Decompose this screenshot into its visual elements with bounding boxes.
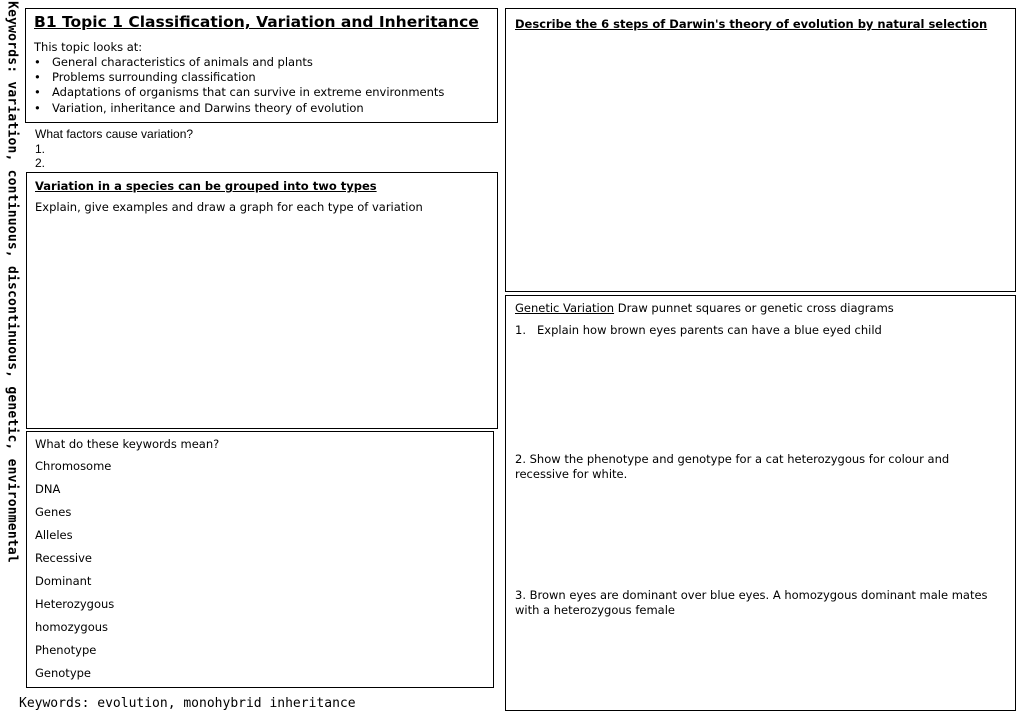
side-keywords-strip (2, 1, 22, 563)
title-box (25, 8, 498, 123)
keyword-term: Genotype (35, 666, 92, 680)
keyword-term: Chromosome (35, 459, 112, 473)
bullet-icon: • (34, 85, 41, 100)
bullet-icon: • (34, 70, 41, 85)
keyword-term: Phenotype (35, 643, 97, 657)
topic-bullet-list (34, 55, 489, 116)
genetic-question-1 (515, 323, 1006, 337)
keyword-term: homozygous (35, 620, 109, 634)
topic-bullet: • General characteristics of animals and plants (34, 55, 313, 69)
darwin-heading: Describe the 6 steps of Darwin's theory of evolution by natural selection (515, 17, 988, 31)
page-title: B1 Topic 1 Classification, Variation and Inheritance (34, 13, 479, 31)
genetic-question-3: 3. Brown eyes are dominant over blue eyes. A homozygous dominant male mates with a heterozygous female (515, 588, 988, 617)
topic-intro: This topic looks at: (34, 40, 143, 54)
topic-bullet: • Variation, inheritance and Darwins theory of evolution (34, 100, 364, 115)
genetic-heading-instruction: Draw punnet squares or genetic cross diagrams (614, 301, 894, 315)
bullet-icon: • (34, 55, 41, 69)
question-number: 1. (515, 323, 526, 337)
genetic-heading: Genetic Variation (515, 301, 615, 315)
side-keywords-text: Keywords: variation, continuous, discontinuous, genetic, environmental (4, 1, 20, 563)
variation-prompt: Explain, give examples and draw a graph for each type of variation (35, 200, 423, 214)
topic-bullet: • Problems surrounding classification (34, 70, 256, 85)
keyword-term: Alleles (35, 528, 73, 542)
darwin-evolution-box[interactable] (505, 8, 1016, 292)
genetic-question-2: 2. Show the phenotype and genotype for a cat heterozygous for colour and recessive for white. (515, 452, 950, 481)
keyword-term: DNA (35, 482, 61, 496)
variation-factors-section (35, 127, 475, 171)
keywords-definitions-box[interactable] (26, 431, 494, 688)
question-text: Explain how brown eyes parents can have a blue eyed child (537, 323, 882, 337)
variation-heading: Variation in a species can be grouped into two types (35, 179, 377, 193)
bullet-icon: • (34, 100, 41, 115)
factors-answer-2[interactable]: 2. (35, 156, 46, 170)
factors-question: What factors cause variation? (35, 127, 194, 141)
variation-types-box[interactable] (26, 172, 498, 429)
bottom-keywords: Keywords: evolution, monohybrid inheritance (19, 696, 356, 711)
keyword-term: Heterozygous (35, 597, 115, 611)
genetic-variation-box[interactable] (505, 295, 1016, 711)
keyword-term: Genes (35, 505, 72, 519)
keyword-term: Recessive (35, 551, 93, 565)
keywords-question: What do these keywords mean? (35, 437, 220, 451)
topic-bullet: • Adaptations of organisms that can survive in extreme environments (34, 85, 445, 100)
factors-answer-1[interactable]: 1. (35, 141, 46, 156)
keyword-term: Dominant (35, 574, 92, 588)
genetic-heading-line (515, 301, 1006, 315)
